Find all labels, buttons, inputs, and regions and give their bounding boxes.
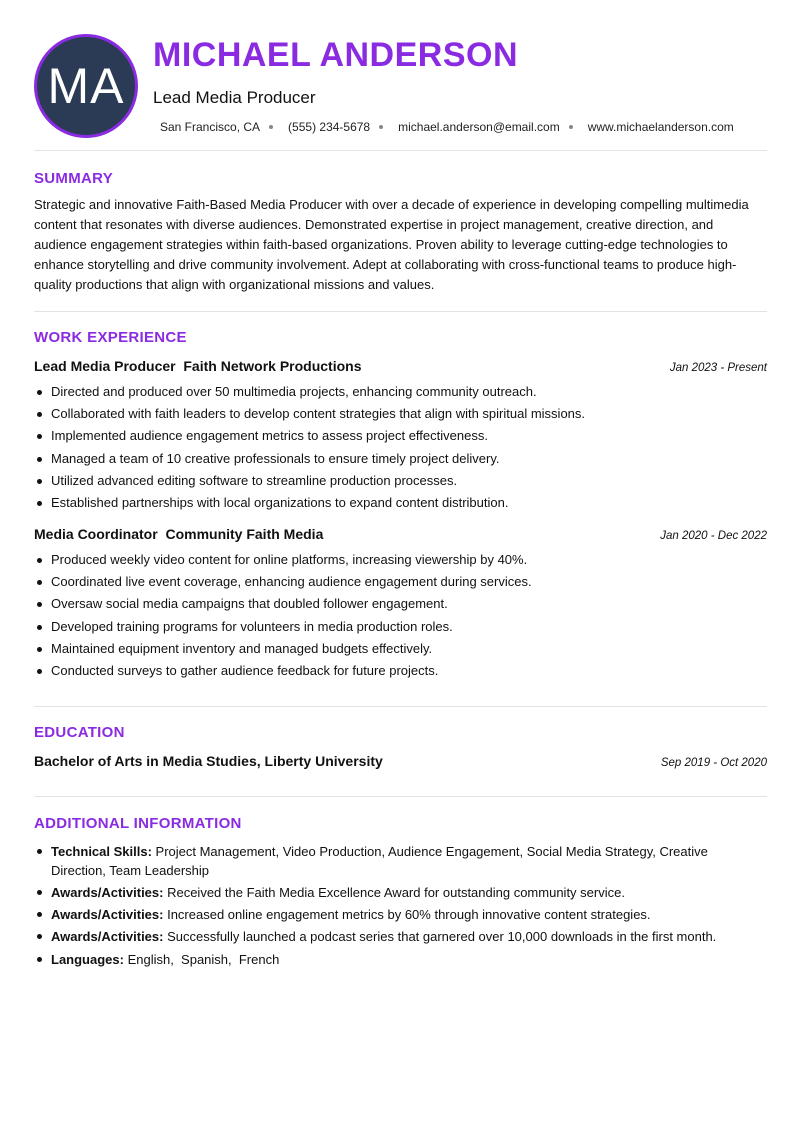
- job-bullet-list: [34, 381, 767, 514]
- info-text: Received the Faith Media Excellence Award for outstanding community service.: [163, 885, 625, 900]
- list-item: [51, 927, 751, 946]
- list-item: Oversaw social media campaigns that doubled follower engagement.: [51, 593, 767, 615]
- additional-info-heading: ADDITIONAL INFORMATION: [34, 815, 242, 832]
- languages-text: English, Spanish, French: [123, 952, 280, 967]
- education-dates: Sep 2019 - Oct 2020: [660, 757, 767, 769]
- info-label: Technical Skills:: [51, 844, 152, 859]
- list-item: Directed and produced over 50 multimedia projects, enhancing community outreach.: [51, 381, 767, 403]
- info-label: Awards/Activities:: [51, 907, 164, 922]
- info-label: Awards/Activities:: [51, 885, 164, 900]
- additional-info-list: [34, 842, 751, 972]
- candidate-title: Lead Media Producer: [153, 88, 316, 107]
- info-label: Awards/Activities:: [51, 929, 164, 944]
- section-divider: [34, 706, 767, 707]
- job-company: Community Faith Media: [165, 526, 324, 542]
- job-header: [34, 526, 767, 542]
- list-item: Established partnerships with local organizations to expand content distribution.: [51, 492, 767, 514]
- contact-separator: [379, 125, 383, 129]
- languages-label: Languages:: [51, 952, 124, 967]
- list-item: Utilized advanced editing software to streamline production processes.: [51, 470, 767, 492]
- list-item: Collaborated with faith leaders to develop content strategies that align with spiritual missions.: [51, 403, 767, 425]
- info-text: Successfully launched a podcast series that garnered over 10,000 downloads in the first month.: [163, 929, 717, 944]
- job-dates: Jan 2023 - Present: [669, 362, 767, 374]
- list-item: Maintained equipment inventory and managed budgets effectively.: [51, 638, 767, 660]
- contact-separator: [269, 125, 273, 129]
- section-divider: [34, 150, 767, 151]
- education-heading: EDUCATION: [34, 724, 125, 741]
- education-entry: [34, 753, 767, 769]
- candidate-name: MICHAEL ANDERSON: [153, 36, 519, 74]
- contact-location: San Francisco, CA: [160, 120, 261, 134]
- job-header: [34, 358, 767, 374]
- contact-website[interactable]: www.michaelanderson.com: [587, 120, 734, 134]
- list-item: [51, 950, 751, 969]
- contact-email[interactable]: michael.anderson@email.com: [398, 120, 560, 134]
- job-role: Media Coordinator: [34, 526, 158, 542]
- info-text: Project Management, Video Production, Audience Engagement, Social Media Strategy, Creative Direction, Team Leadership: [51, 844, 708, 878]
- list-item: Developed training programs for volunteers in media production roles.: [51, 616, 767, 638]
- list-item: [51, 842, 751, 880]
- avatar: [34, 34, 138, 138]
- contact-phone: (555) 234-5678: [288, 120, 371, 134]
- section-divider: [34, 311, 767, 312]
- job-company: Faith Network Productions: [183, 358, 362, 374]
- job-dates: Jan 2020 - Dec 2022: [660, 530, 767, 542]
- avatar-initials: MA: [47, 58, 125, 114]
- contact-separator: [569, 125, 573, 129]
- section-divider: [34, 796, 767, 797]
- contact-row: [160, 120, 734, 134]
- job-role: Lead Media Producer: [34, 358, 176, 374]
- summary-heading: SUMMARY: [34, 170, 114, 187]
- list-item: [51, 905, 751, 924]
- list-item: [51, 883, 751, 902]
- list-item: Coordinated live event coverage, enhancing audience engagement during services.: [51, 571, 767, 593]
- job-title-company: [34, 526, 323, 542]
- job-bullet-list: [34, 549, 767, 682]
- work-experience-heading: WORK EXPERIENCE: [34, 329, 187, 346]
- education-degree: Bachelor of Arts in Media Studies, Liberty University: [34, 753, 383, 769]
- job-title-company: [34, 358, 362, 374]
- summary-text: Strategic and innovative Faith-Based Media Producer with over a decade of experience in developing compelling multimedia content that resonates with diverse audiences. Demonstrated expertise in project management, creative direction, and audience engagement strategies within faith-based organizations. Proven ability to leverage cutting-edge technologies to enhance storytelling and drive community involvement. Adept at collaborating with cross-functional teams to produce high-quality productions that align with organizational missions and values.: [34, 197, 749, 292]
- list-item: Managed a team of 10 creative professionals to ensure timely project delivery.: [51, 448, 767, 470]
- info-text: Increased online engagement metrics by 60% through innovative content strategies.: [163, 907, 651, 922]
- list-item: Implemented audience engagement metrics to assess project effectiveness.: [51, 425, 767, 447]
- list-item: Produced weekly video content for online platforms, increasing viewership by 40%.: [51, 549, 767, 571]
- list-item: Conducted surveys to gather audience feedback for future projects.: [51, 660, 767, 682]
